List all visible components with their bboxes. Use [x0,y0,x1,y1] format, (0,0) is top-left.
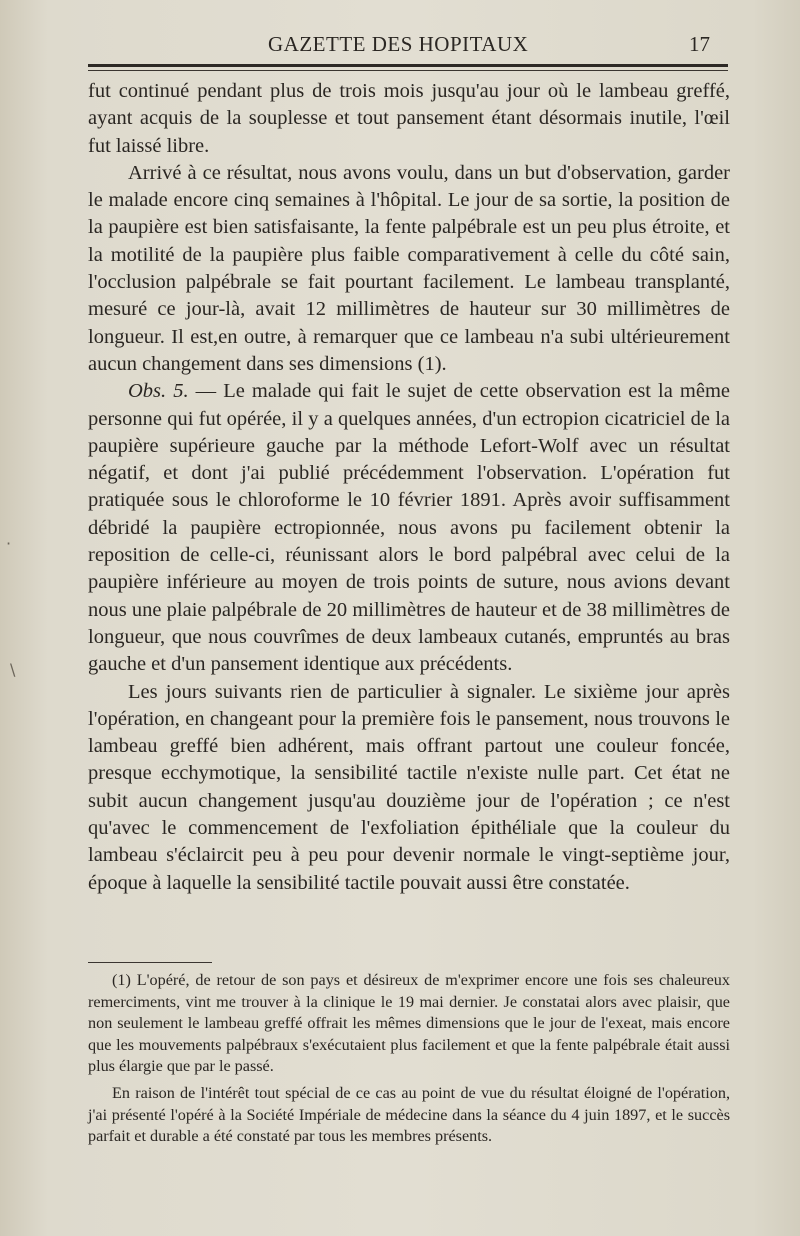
running-title: GAZETTE DES HOPITAUX [268,32,529,56]
body-text [88,78,730,897]
paragraph-observation-5 [88,378,730,678]
observation-text: — Le malade qui fait le sujet de cette observation est la même personne qui fut opérée, il y a quelques années, d'un ectropion cicatriciel de la paupière supérieure gauche par la méthode Lefort-Wolf avec un résultat négatif, et dont j'ai publié précédemment l'observation. L'opération fut pratiquée sous le chloroforme le 10 février 1891. Après avoir suffisamment débridé la paupière ectropionnée, nous avons pu facilement obtenir la reposition de celle-ci, réunissant alors le bord palpébral avec celui de la paupière inférieure au moyen de trois points de suture, nous avions devant nous une plaie palpébrale de 20 millimètres de hauteur et de 38 millimètres de longueur, que nous couvrîmes de deux lambeaux cutanés, empruntés au bras gauche et d'un pansement identique aux précédents. [88,380,730,676]
margin-mark-icon: · [6,534,12,553]
margin-check-icon: \ [10,660,16,679]
paragraph-continued: fut continué pendant plus de trois mois jusqu'au jour où le lambeau greffé, ayant acquis de la souplesse et tout pansement étant désormais inutile, l'œil fut laissé libre. [88,80,730,157]
footnote-rule [88,962,212,963]
header-rule-thick [88,64,728,67]
page-header [88,30,728,66]
paragraph-result: Arrivé à ce résultat, nous avons voulu, dans un but d'observation, garder le malade encore cinq semaines à l'hôpital. Le jour de sa sortie, la position de la paupière est bien satisfaisante, la fente palpébrale est un peu plus étroite, et la motilité de la paupière plus faible comparativement à celle du côté sain, l'occlusion palpébrale se fait pourtant facilement. Le lambeau transplanté, mesuré ce jour-là, avait 12 millimètres de hauteur sur 30 millimètres de longueur. Il est,en outre, à remarquer que ce lambeau n'a subi ultérieurement aucun changement dans ses dimensions (1). [88,161,730,375]
page-number: 17 [689,32,710,56]
header-rule-thin [88,70,728,71]
footnote-1: (1) L'opéré, de retour de son pays et désireux de m'exprimer encore une fois ses chaleureux remerciments, vint me trouver à la clinique le 19 mai dernier. Je constatai alors avec plaisir, que non seulement le lambeau greffé offrait les mêmes dimensions que le jour de l'exeat, mais encore que les mouvements palpébraux s'exécutaient plus facilement et que la fente palpébrale était aussi plus élargie que par le passé. [88,971,730,1076]
footnotes [88,970,730,1148]
paragraph-following-days: Les jours suivants rien de particulier à signaler. Le sixième jour après l'opération, en changeant pour la première fois le pansement, nous trouvons le lambeau greffé bien adhérent, mais offrant partout une couleur foncée, presque ecchymotique, la sensibilité tactile n'existe nulle part. Cet état ne subit aucun changement jusqu'au douzième jour de l'opération ; ce n'est qu'avec le commencement de l'exfoliation épithéliale que la couleur du lambeau s'éclaircit peu à peu pour devenir normale le vingt-septième jour, époque à laquelle la sensibilité tactile pouvait aussi être constatée. [88,680,730,894]
observation-label: Obs. 5. [128,380,189,403]
footnote-2: En raison de l'intérêt tout spécial de ce cas au point de vue du résultat éloigné de l'opération, j'ai présenté l'opéré à la Société Impériale de médecine dans la séance du 4 juin 1897, et le succès parfait et durable a été constaté par tous les membres présents. [88,1083,730,1146]
